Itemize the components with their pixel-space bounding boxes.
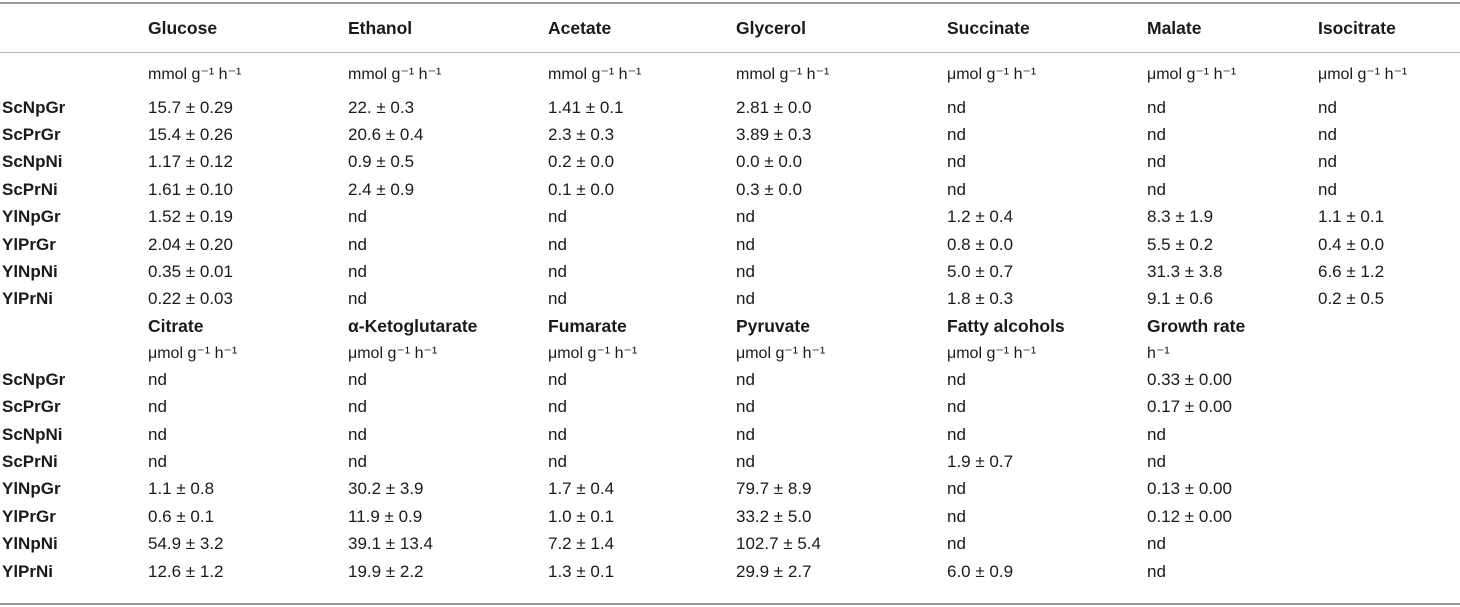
unit-label: h⁻¹ — [1147, 344, 1170, 362]
value-cell: 0.22 ± 0.03 — [148, 289, 233, 309]
value-cell: 29.9 ± 2.7 — [736, 561, 812, 581]
value-cell: 6.0 ± 0.9 — [947, 561, 1014, 581]
column-header: α-Ketoglutarate — [348, 315, 478, 336]
column-header-row — [0, 313, 1460, 339]
column-header: Isocitrate — [1318, 17, 1396, 38]
value-cell: 1.52 ± 0.19 — [148, 207, 233, 227]
column-header: Pyruvate — [736, 315, 810, 336]
table-row — [0, 204, 1460, 231]
empty-cell — [1318, 366, 1460, 393]
unit-row — [0, 48, 1460, 94]
value-cell: 1.1 ± 0.1 — [1318, 207, 1385, 227]
column-header: Citrate — [148, 315, 204, 336]
value-cell: 15.7 ± 0.29 — [148, 97, 233, 117]
table-row — [0, 394, 1460, 421]
value-cell: nd — [148, 397, 167, 417]
value-cell: nd — [1147, 179, 1166, 199]
value-cell: 102.7 ± 5.4 — [736, 534, 821, 554]
value-cell: 2.04 ± 0.20 — [148, 234, 233, 254]
value-cell: nd — [947, 152, 966, 172]
column-header: Succinate — [947, 17, 1030, 38]
value-cell: 0.3 ± 0.0 — [736, 179, 803, 199]
row-label: YlPrNi — [2, 561, 54, 581]
column-header: Fatty alcohols — [947, 315, 1065, 336]
value-cell: 30.2 ± 3.9 — [348, 479, 424, 499]
value-cell: 15.4 ± 0.26 — [148, 125, 233, 145]
value-cell: nd — [348, 262, 367, 282]
value-cell: 0.0 ± 0.0 — [736, 152, 803, 172]
value-cell: nd — [1147, 534, 1166, 554]
empty-cell — [1318, 339, 1460, 366]
table-row — [0, 231, 1460, 258]
row-label: YlNpNi — [2, 534, 58, 554]
empty-cell — [1318, 503, 1460, 530]
value-cell: nd — [1318, 179, 1337, 199]
empty-cell — [1318, 448, 1460, 475]
value-cell: nd — [947, 506, 966, 526]
table-row — [0, 421, 1460, 448]
value-cell: 7.2 ± 1.4 — [548, 534, 615, 554]
value-cell: 1.17 ± 0.12 — [148, 152, 233, 172]
unit-label: μmol g⁻¹ h⁻¹ — [148, 344, 238, 362]
bottom-rule — [0, 603, 1460, 605]
value-cell: nd — [736, 207, 755, 227]
value-cell: 1.3 ± 0.1 — [548, 561, 615, 581]
unit-label: μmol g⁻¹ h⁻¹ — [947, 344, 1037, 362]
value-cell: nd — [1147, 125, 1166, 145]
table-row — [0, 530, 1460, 557]
unit-label: μmol g⁻¹ h⁻¹ — [947, 66, 1037, 83]
value-cell: nd — [148, 424, 167, 444]
value-cell: 22. ± 0.3 — [348, 97, 415, 117]
column-header: Malate — [1147, 17, 1202, 38]
row-label: YlPrNi — [2, 289, 54, 309]
value-cell: nd — [947, 397, 966, 417]
value-cell: 1.2 ± 0.4 — [947, 207, 1014, 227]
unit-label: mmol g⁻¹ h⁻¹ — [148, 66, 242, 83]
table-row — [0, 121, 1460, 148]
empty-cell — [1318, 313, 1460, 339]
value-cell: nd — [348, 234, 367, 254]
table-row — [0, 503, 1460, 530]
value-cell: nd — [548, 369, 567, 389]
unit-label: μmol g⁻¹ h⁻¹ — [1318, 66, 1408, 83]
column-header: Glucose — [148, 17, 218, 38]
row-label: ScPrNi — [2, 451, 58, 471]
unit-label: μmol g⁻¹ h⁻¹ — [348, 344, 438, 362]
value-cell: nd — [1147, 561, 1166, 581]
unit-label: mmol g⁻¹ h⁻¹ — [348, 66, 442, 83]
row-label: ScPrGr — [2, 125, 61, 145]
column-header-row — [0, 8, 1460, 48]
row-label: ScNpGr — [2, 97, 66, 117]
value-cell: 0.9 ± 0.5 — [348, 152, 415, 172]
row-label: ScNpNi — [2, 424, 63, 444]
value-cell: 9.1 ± 0.6 — [1147, 289, 1214, 309]
value-cell: 5.0 ± 0.7 — [947, 262, 1014, 282]
value-cell: nd — [548, 262, 567, 282]
empty-cell — [1318, 394, 1460, 421]
value-cell: 3.89 ± 0.3 — [736, 125, 812, 145]
value-cell: nd — [348, 207, 367, 227]
table-row — [0, 448, 1460, 475]
row-label: ScPrGr — [2, 397, 61, 417]
value-cell: 0.2 ± 0.5 — [1318, 289, 1385, 309]
corner-cell — [0, 48, 148, 94]
value-cell: nd — [736, 369, 755, 389]
value-cell: 54.9 ± 3.2 — [148, 534, 224, 554]
unit-row — [0, 339, 1460, 366]
value-cell: 79.7 ± 8.9 — [736, 479, 812, 499]
value-cell: nd — [148, 369, 167, 389]
value-cell: 0.17 ± 0.00 — [1147, 397, 1232, 417]
value-cell: nd — [348, 369, 367, 389]
value-cell: 12.6 ± 1.2 — [148, 561, 224, 581]
value-cell: nd — [548, 289, 567, 309]
value-cell: nd — [548, 207, 567, 227]
value-cell: 2.4 ± 0.9 — [348, 179, 415, 199]
value-cell: 11.9 ± 0.9 — [348, 506, 423, 526]
value-cell: nd — [348, 424, 367, 444]
column-header: Ethanol — [348, 17, 413, 38]
value-cell: 6.6 ± 1.2 — [1318, 262, 1385, 282]
value-cell: nd — [736, 262, 755, 282]
table-row — [0, 149, 1460, 176]
unit-label: mmol g⁻¹ h⁻¹ — [548, 66, 642, 83]
value-cell: 31.3 ± 3.8 — [1147, 262, 1223, 282]
value-cell: nd — [736, 289, 755, 309]
value-cell: nd — [947, 534, 966, 554]
value-cell: nd — [736, 234, 755, 254]
value-cell: nd — [1147, 451, 1166, 471]
row-label: ScNpNi — [2, 152, 63, 172]
value-cell: 0.1 ± 0.0 — [548, 179, 615, 199]
empty-cell — [1318, 476, 1460, 503]
value-cell: nd — [548, 234, 567, 254]
value-cell: nd — [736, 424, 755, 444]
top-rule — [0, 2, 1460, 4]
value-cell: nd — [1318, 125, 1337, 145]
value-cell: 33.2 ± 5.0 — [736, 506, 812, 526]
table-row — [0, 176, 1460, 203]
value-cell: nd — [736, 397, 755, 417]
value-cell: nd — [736, 451, 755, 471]
column-header: Fumarate — [548, 315, 627, 336]
value-cell: nd — [947, 424, 966, 444]
value-cell: nd — [947, 125, 966, 145]
corner-cell — [0, 339, 148, 366]
column-header: Glycerol — [736, 17, 807, 38]
data-table — [0, 8, 1460, 585]
table-row — [0, 286, 1460, 313]
value-cell: 0.12 ± 0.00 — [1147, 506, 1232, 526]
value-cell: 1.9 ± 0.7 — [947, 451, 1014, 471]
empty-cell — [1318, 530, 1460, 557]
table-row — [0, 476, 1460, 503]
value-cell: 2.81 ± 0.0 — [736, 97, 812, 117]
value-cell: nd — [1147, 424, 1166, 444]
row-label: YlPrGr — [2, 234, 56, 254]
value-cell: nd — [1147, 97, 1166, 117]
empty-cell — [1318, 421, 1460, 448]
corner-cell — [0, 8, 148, 48]
value-cell: nd — [548, 424, 567, 444]
value-cell: 1.0 ± 0.1 — [548, 506, 615, 526]
value-cell: 0.35 ± 0.01 — [148, 262, 233, 282]
value-cell: 0.33 ± 0.00 — [1147, 369, 1232, 389]
value-cell: 0.4 ± 0.0 — [1318, 234, 1385, 254]
value-cell: 1.7 ± 0.4 — [548, 479, 615, 499]
table-row — [0, 94, 1460, 121]
value-cell: 0.6 ± 0.1 — [148, 506, 215, 526]
table-row — [0, 258, 1460, 285]
value-cell: 1.1 ± 0.8 — [148, 479, 215, 499]
value-cell: nd — [348, 289, 367, 309]
unit-label: μmol g⁻¹ h⁻¹ — [548, 344, 638, 362]
value-cell: 8.3 ± 1.9 — [1147, 207, 1214, 227]
unit-label: μmol g⁻¹ h⁻¹ — [1147, 66, 1237, 83]
row-label: YlPrGr — [2, 506, 56, 526]
empty-cell — [1318, 558, 1460, 585]
column-header: Acetate — [548, 17, 612, 38]
value-cell: nd — [947, 179, 966, 199]
value-cell: nd — [348, 451, 367, 471]
value-cell: nd — [1147, 152, 1166, 172]
value-cell: nd — [947, 479, 966, 499]
value-cell: nd — [148, 451, 167, 471]
table-row — [0, 366, 1460, 393]
value-cell: nd — [1318, 152, 1337, 172]
row-label: YlNpGr — [2, 479, 61, 499]
value-cell: nd — [1318, 97, 1337, 117]
value-cell: 19.9 ± 2.2 — [348, 561, 424, 581]
value-cell: 2.3 ± 0.3 — [548, 125, 615, 145]
value-cell: 1.41 ± 0.1 — [548, 97, 624, 117]
row-label: ScPrNi — [2, 179, 58, 199]
value-cell: nd — [548, 451, 567, 471]
value-cell: 0.13 ± 0.00 — [1147, 479, 1232, 499]
unit-label: mmol g⁻¹ h⁻¹ — [736, 66, 830, 83]
value-cell: 1.61 ± 0.10 — [148, 179, 233, 199]
value-cell: nd — [947, 369, 966, 389]
row-label: ScNpGr — [2, 369, 66, 389]
row-label: YlNpNi — [2, 262, 58, 282]
value-cell: 1.8 ± 0.3 — [947, 289, 1014, 309]
row-label: YlNpGr — [2, 207, 61, 227]
value-cell: nd — [348, 397, 367, 417]
value-cell: 5.5 ± 0.2 — [1147, 234, 1214, 254]
unit-label: μmol g⁻¹ h⁻¹ — [736, 344, 826, 362]
value-cell: nd — [947, 97, 966, 117]
value-cell: nd — [548, 397, 567, 417]
value-cell: 0.8 ± 0.0 — [947, 234, 1014, 254]
value-cell: 39.1 ± 13.4 — [348, 534, 433, 554]
corner-cell — [0, 313, 148, 339]
column-header: Growth rate — [1147, 315, 1246, 336]
table-row — [0, 558, 1460, 585]
value-cell: 0.2 ± 0.0 — [548, 152, 615, 172]
value-cell: 20.6 ± 0.4 — [348, 125, 424, 145]
